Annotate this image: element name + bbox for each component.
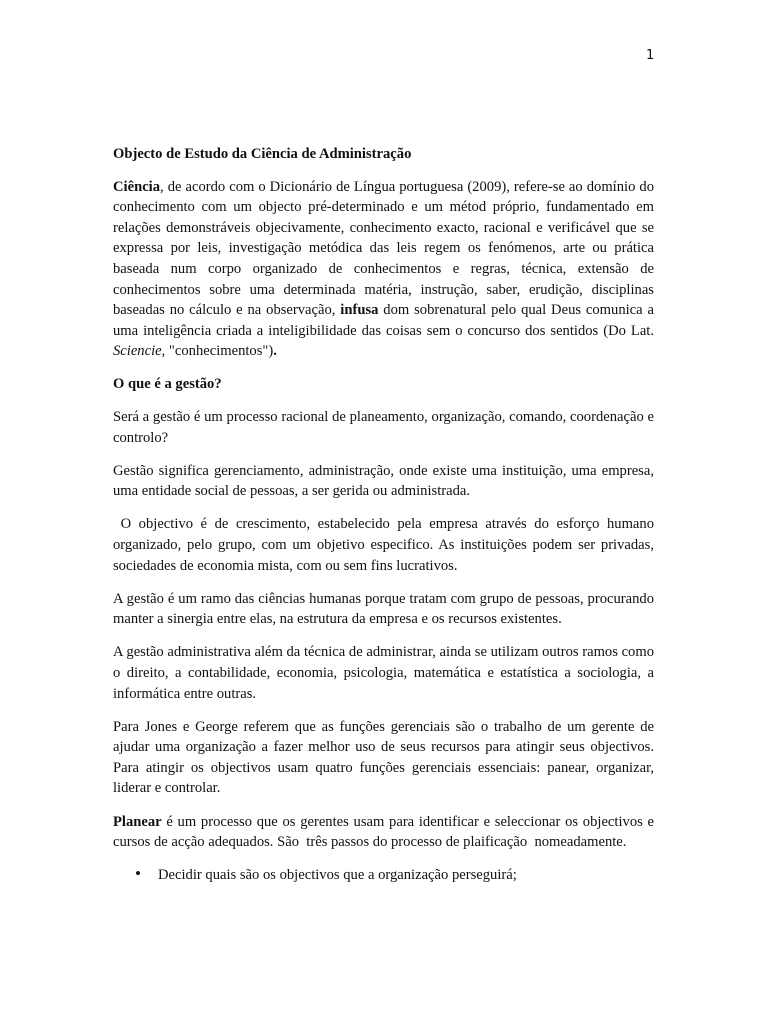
- paragraph-planear: [113, 812, 658, 853]
- list-item: • Decidir quais são os objectivos que a organização perseguirá;: [158, 865, 654, 886]
- term-ciencia: Ciência: [113, 178, 161, 195]
- paragraph-end: .: [273, 343, 277, 360]
- bullet-list: [113, 865, 654, 886]
- paragraph-7: Para Jones e George referem que as funções gerenciais são o trabalho de um gerente de ajudar uma organização a fazer melhor uso de seus recursos para atingir seus objectivos. Para atingir os objectivos usam quatro funções gerenciais essenciais: panear, organizar, liderar e controlar.: [113, 718, 654, 797]
- paragraph-2: Será a gestão é um processo racional de planeamento, organização, comando, coordenação e controlo?: [113, 409, 654, 446]
- term-planear: Planear: [113, 813, 162, 830]
- document-body: [113, 144, 658, 886]
- latin-term: Sciencie: [113, 343, 162, 360]
- page-number: 1: [646, 48, 655, 63]
- paragraph-text: , "conhecimentos"): [161, 343, 274, 360]
- paragraph-text: dom sobrenatural pelo qual Deus comunica a uma inteligência criada a inteligibilidade das coisas sem o concurso dos sentidos (Do Lat.: [113, 302, 654, 339]
- paragraph-5: A gestão é um ramo das ciências humanas porque tratam com grupo de pessoas, procurando manter a sinergia entre elas, na estrutura da empresa e os recursos existentes.: [113, 590, 654, 628]
- paragraph-ciencia: [113, 177, 654, 362]
- document-title: Objecto de Estudo da Ciência de Administração: [113, 146, 412, 162]
- paragraph-text: é um processo que os gerentes usam para identificar e seleccionar os objectivos e cursos de acção adequados. São três passos do processo de plaificação nomeadamente.: [113, 813, 658, 851]
- paragraph-4: O objectivo é de crescimento, estabelecido pela empresa através do esforço humano organizado, pelo grupo, com um objetivo especifico. As instituições podem ser privadas, sociedades de economia mista, com ou sem fins lucrativos.: [113, 516, 658, 574]
- paragraph-6: A gestão administrativa além da técnica de administrar, ainda se utilizam outros ramos como o direito, a contabilidade, economia, psicologia, matemática e estatística a sociologia, a informática entre outras.: [113, 644, 654, 702]
- section-heading-gestao: O que é a gestão?: [113, 376, 222, 393]
- paragraph-3: Gestão significa gerenciamento, administração, onde existe uma instituição, uma empresa, uma entidade social de pessoas, a ser gerida ou administrada.: [113, 462, 654, 500]
- term-infusa: infusa: [340, 302, 379, 319]
- paragraph-text: , de acordo com o Dicionário de Língua portuguesa (2009), refere-se ao domínio do conhecimento com um objecto pré-determinado e um métod próprio, fundamentado em relações demonstráveis objecivamente, conhecimento exacto, racional e verificável que se expressa por leis, investigação metódica das leis regem os fenómenos, arte ou prática baseada num corpo organizado de conhecimentos e regras, técnica, extensão de conhecimentos sobre uma determinada matéria, instrução, saber, erudição, disciplinas baseadas no cálculo e na observação,: [113, 178, 654, 319]
